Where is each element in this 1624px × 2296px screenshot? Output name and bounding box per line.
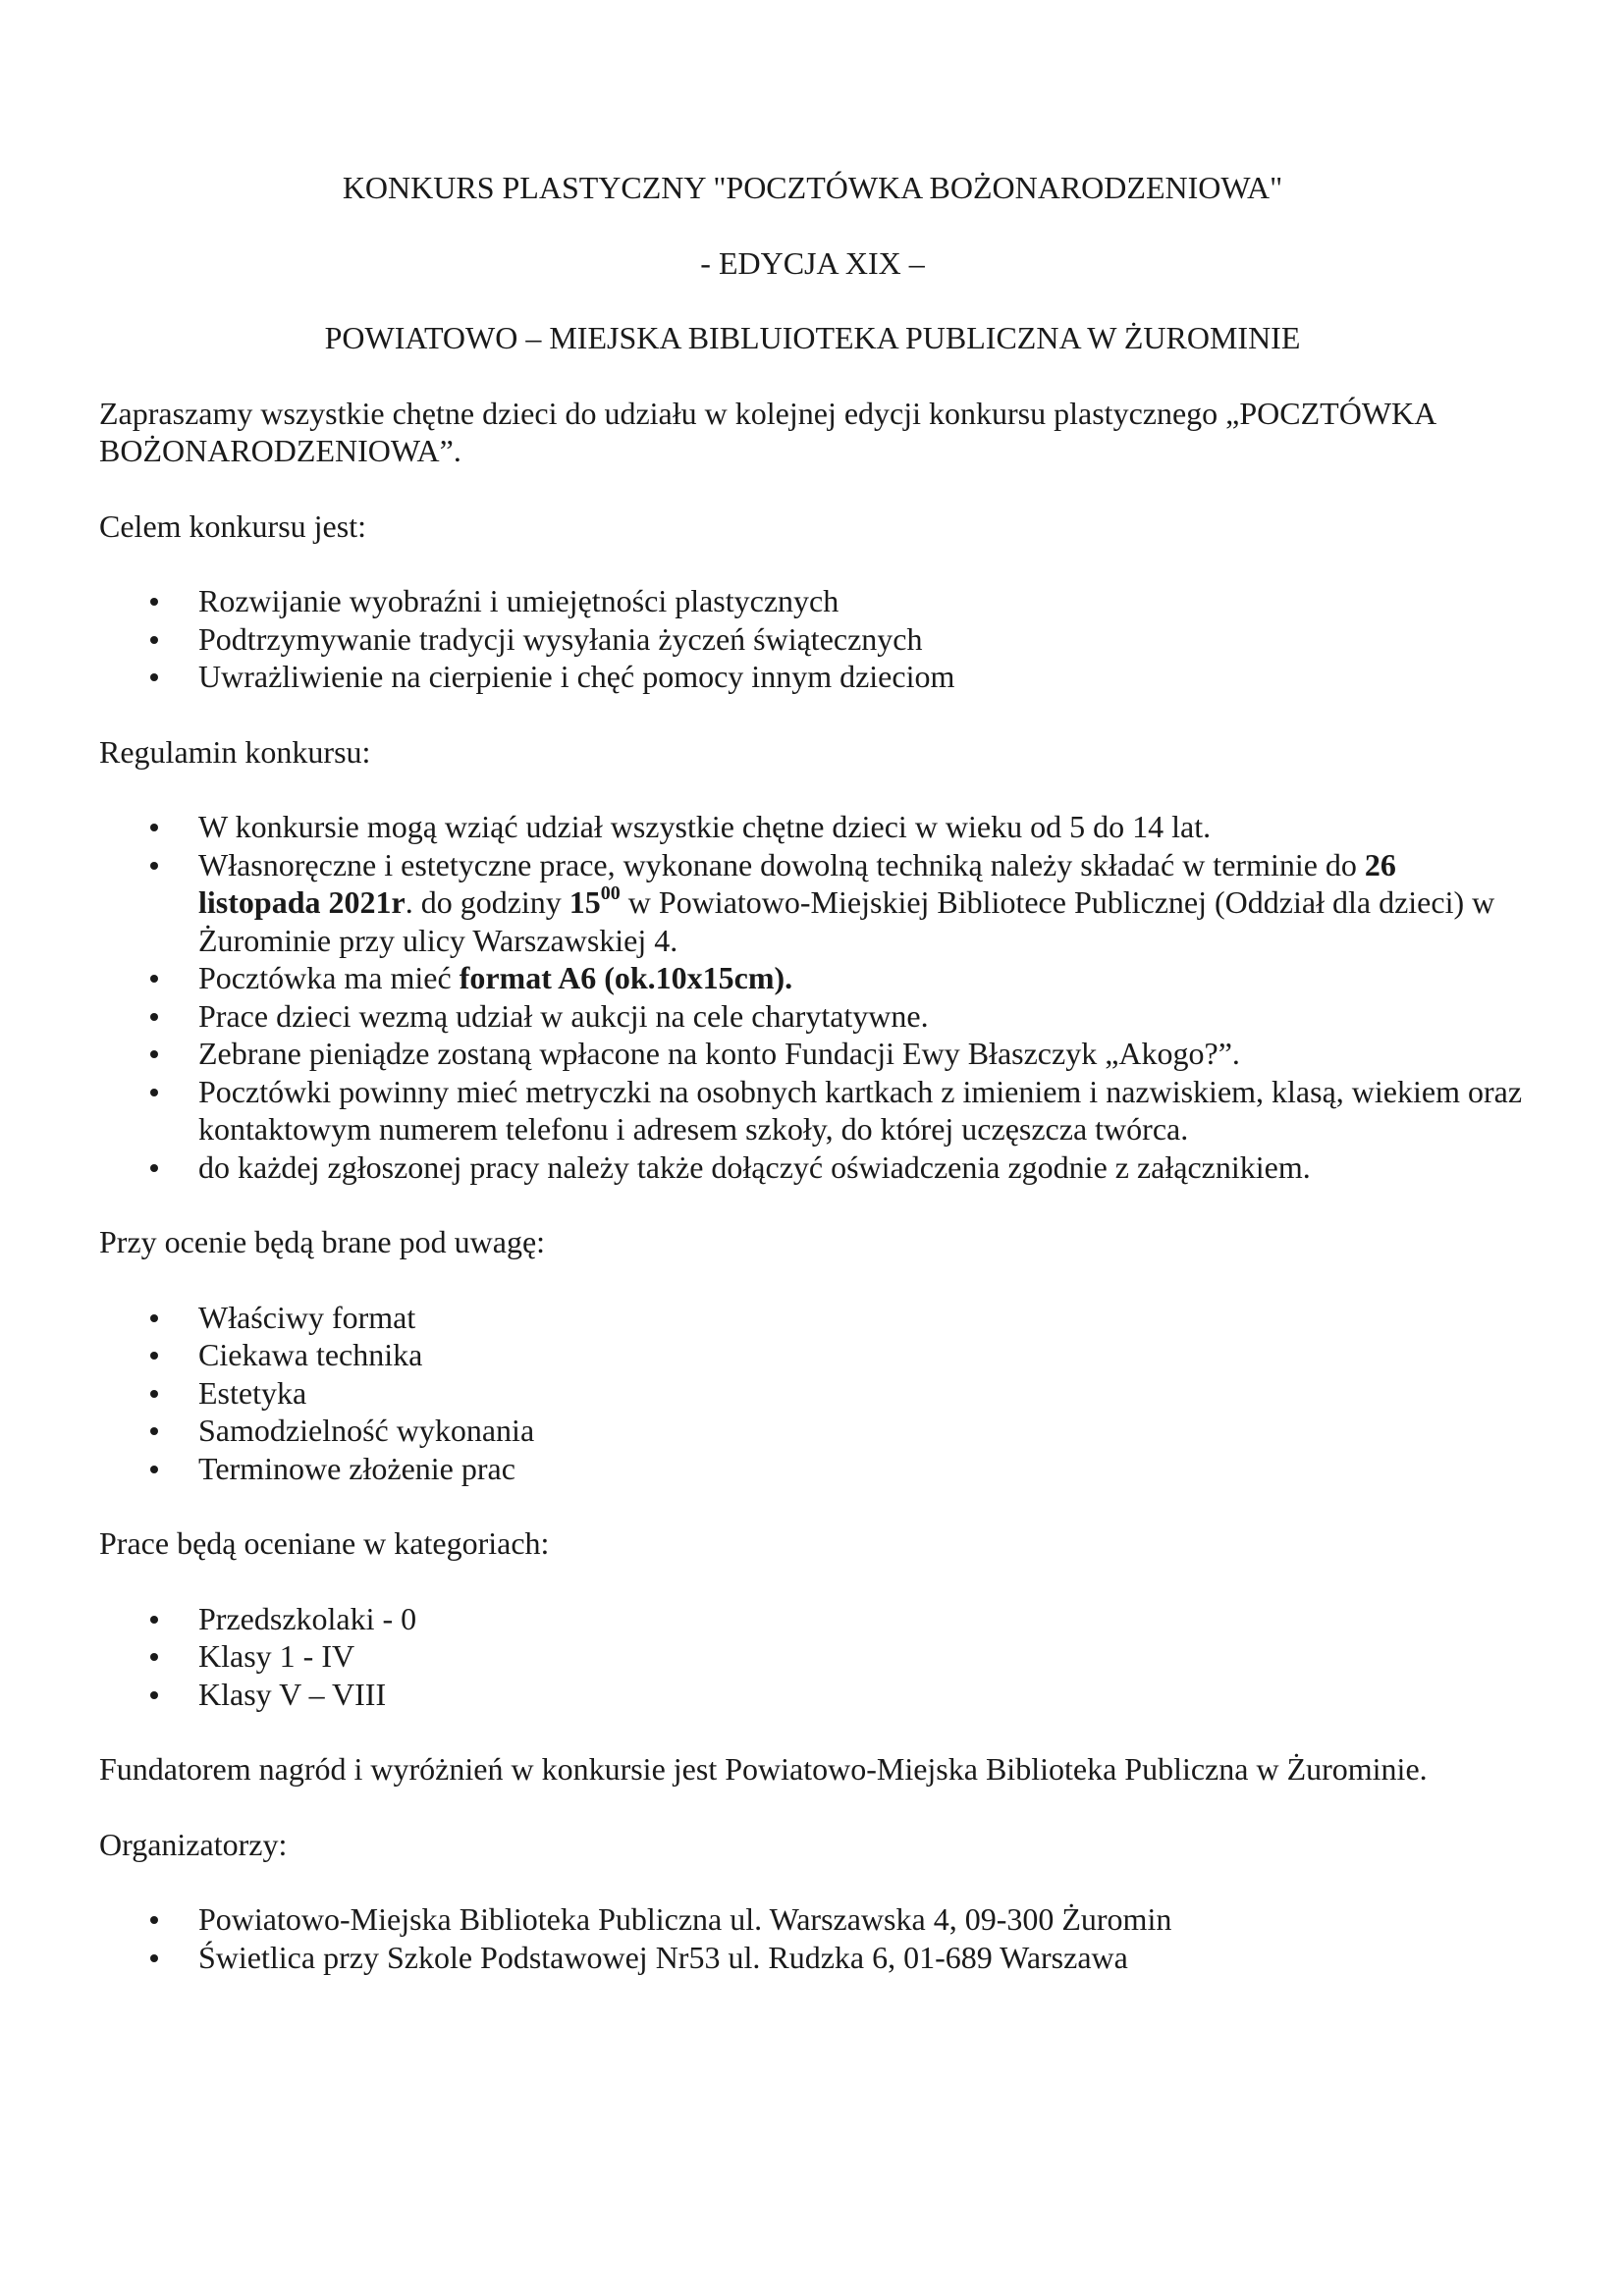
list-item: Estetyka bbox=[198, 1374, 1526, 1413]
categories-heading: Prace będą oceniane w kategoriach: bbox=[99, 1525, 550, 1561]
rule-text: Własnoręczne i estetyczne prace, wykonane dowolną techniką należy składać w terminie do bbox=[198, 846, 1365, 882]
list-item: Właściwy format bbox=[198, 1299, 1526, 1337]
list-item bbox=[198, 846, 1526, 960]
organizers-heading: Organizatorzy: bbox=[99, 1826, 288, 1862]
list-item: Zebrane pieniądze zostaną wpłacone na konto Fundacji Ewy Błaszczyk „Akogo?”. bbox=[198, 1035, 1526, 1073]
criteria-list bbox=[99, 1299, 1526, 1488]
list-item: Przedszkolaki - 0 bbox=[198, 1600, 1526, 1638]
list-item: Prace dzieci wezmą udział w aukcji na cele charytatywne. bbox=[198, 997, 1526, 1036]
organizers-list bbox=[99, 1900, 1526, 1976]
list-item: Ciekawa technika bbox=[198, 1336, 1526, 1374]
document-title: KONKURS PLASTYCZNY "POCZTÓWKA BOŻONARODZENIOWA" bbox=[342, 170, 1283, 205]
founder-paragraph: Fundatorem nagród i wyróżnień w konkursie jest Powiatowo-Miejska Biblioteka Publiczna w Żurominie. bbox=[99, 1751, 1428, 1787]
deadline-hour: 15 bbox=[568, 884, 601, 920]
list-item: do każdej zgłoszonej pracy należy także dołączyć oświadczenia zgodnie z załącznikiem. bbox=[198, 1148, 1526, 1187]
intro-paragraph: Zapraszamy wszystkie chętne dzieci do udziału w kolejnej edycji konkursu plastycznego „POCZTÓWKA BOŻONARODZENIOWA”. bbox=[99, 395, 1435, 468]
list-item: Uwrażliwienie na cierpienie i chęć pomocy innym dzieciom bbox=[198, 658, 1526, 696]
list-item: Terminowe złożenie prac bbox=[198, 1450, 1526, 1488]
list-item: Świetlica przy Szkole Podstawowej Nr53 ul. Rudzka 6, 01-689 Warszawa bbox=[198, 1939, 1526, 1977]
rules-heading: Regulamin konkursu: bbox=[99, 733, 371, 770]
list-item: W konkursie mogą wziąć udział wszystkie chętne dzieci w wieku od 5 do 14 lat. bbox=[198, 808, 1526, 846]
goals-list bbox=[99, 582, 1526, 696]
criteria-heading: Przy ocenie będą brane pod uwagę: bbox=[99, 1224, 546, 1259]
list-item: Pocztówki powinny mieć metryczki na osobnych kartkach z imieniem i nazwiskiem, klasą, wiekiem oraz kontaktowym numerem telefonu i adresem szkoły, do której uczęszcza twórca. bbox=[198, 1073, 1526, 1148]
list-item: Klasy V – VIII bbox=[198, 1676, 1526, 1714]
list-item: Podtrzymywanie tradycji wysyłania życzeń świątecznych bbox=[198, 620, 1526, 659]
organizer-line: POWIATOWO – MIEJSKA BIBLUIOTEKA PUBLICZNA W ŻUROMINIE bbox=[324, 320, 1301, 355]
deadline-date: 26 listopada 2021r bbox=[198, 846, 1396, 920]
format-spec: format A6 (ok.10x15cm). bbox=[459, 960, 793, 995]
list-item bbox=[198, 959, 1526, 997]
rules-list bbox=[99, 808, 1526, 1186]
rule-text: Pocztówka ma mieć bbox=[198, 960, 460, 995]
list-item: Powiatowo-Miejska Biblioteka Publiczna ul. Warszawska 4, 09-300 Żuromin bbox=[198, 1900, 1526, 1939]
list-item: Klasy 1 - IV bbox=[198, 1637, 1526, 1676]
edition-line: - EDYCJA XIX – bbox=[700, 244, 925, 281]
rule-text: . do godziny bbox=[405, 884, 569, 920]
deadline-minutes: 00 bbox=[600, 882, 621, 904]
categories-list bbox=[99, 1600, 1526, 1714]
list-item: Rozwijanie wyobraźni i umiejętności plastycznych bbox=[198, 582, 1526, 620]
list-item: Samodzielność wykonania bbox=[198, 1412, 1526, 1450]
goals-heading: Celem konkursu jest: bbox=[99, 507, 366, 544]
rule-text: w Powiatowo-Miejskiej Bibliotece Publicznej (Oddział dla dzieci) w Żurominie przy ulicy Warszawskiej 4. bbox=[198, 884, 1495, 958]
